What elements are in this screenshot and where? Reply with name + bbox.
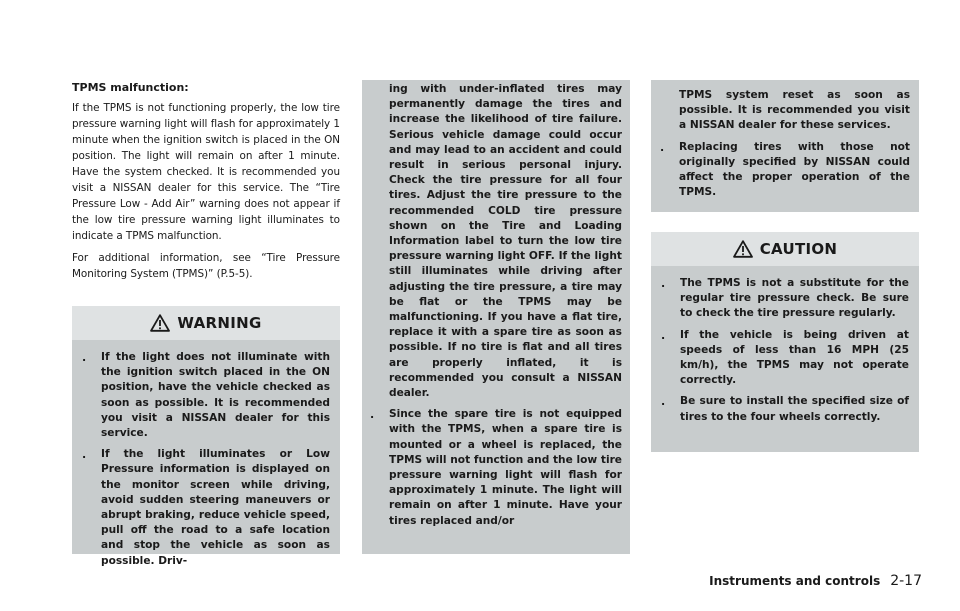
warning-continuation: [660, 88, 910, 134]
warning-label: WARNING: [177, 314, 262, 332]
page-number: 2-17: [890, 573, 922, 589]
bullet-marker: .: [82, 448, 87, 462]
caution-bullet-text: The TPMS is not a substitute for the regular tire pressure check. Be sure to check the tire pressure regularly.: [680, 277, 909, 320]
caution-bullet: [661, 328, 909, 389]
footer-section-title: Instruments and controls: [709, 574, 881, 588]
warning-bullet-text: If the light does not illuminate with the ignition switch placed in the ON position, have the vehicle checked as soon as possible. It is recommended you visit a NISSAN dealer for this service.: [101, 351, 330, 440]
bullet-marker: .: [661, 328, 666, 342]
caution-bullet: [661, 394, 909, 424]
warning-triangle-icon: [150, 314, 170, 332]
left-column: [72, 80, 340, 288]
caution-box: [651, 232, 919, 452]
bullet-marker: .: [661, 277, 666, 290]
malfunction-paragraph: If the TPMS is not functioning properly, the low tire pressure warning light will flash for approximately 1 minute when the ignition switch is placed in the ON position. The light will remain on after 1 minute. Have the system checked. It is recommended you visit a NISSAN dealer for this service. The “Tire Pressure Low - Add Air” warning does not appear if the low tire pressure warning light illuminates to indicate a TPMS malfunction.: [72, 102, 340, 242]
warning-continued-box-right: [651, 80, 919, 212]
caution-body: [651, 266, 919, 425]
additional-info-paragraph: For additional information, see “Tire Pressure Monitoring System (TPMS)” (P.5-5).: [72, 252, 340, 280]
caution-header: [651, 232, 919, 266]
caution-label: CAUTION: [759, 240, 838, 258]
page-footer: [664, 573, 922, 589]
warning-box: [72, 306, 340, 567]
reset-continuation-text: TPMS system reset as soon as possible. It is recommended you visit a NISSAN dealer for these services.: [679, 89, 910, 132]
caution-bullet: [661, 276, 909, 322]
caution-triangle-icon: [733, 240, 753, 258]
warning-bullet: [370, 407, 622, 529]
bullet-marker: .: [82, 351, 87, 364]
warning-body: [72, 340, 340, 569]
replacing-tires-bullet-text: Replacing tires with those not originally specified by NISSAN could affect the proper operation of the TPMS.: [679, 140, 910, 199]
spare-tire-bullet-text: Since the spare tire is not equipped with the TPMS, when a spare tire is mounted or a wheel is replaced, the TPMS will not function and the low tire pressure warning light will flash for approximately 1 minute. The light will remain on after 1 minute. Have your tires replaced and/or: [389, 408, 622, 527]
section-heading: TPMS malfunction:: [72, 81, 189, 94]
bullet-marker: .: [370, 408, 375, 422]
warning-bullet-text: If the light illuminates or Low Pressure information is displayed on the monitor screen while driving, avoid sudden steering maneuvers or abrupt braking, reduce vehicle speed, pull off the road to a safe location and stop the vehicle as soon as possible. Driv-: [101, 448, 330, 567]
warning-continuation-text: ing with under-inflated tires may permanently damage the tires and increase the likelihood of tire failure. Serious vehicle damage could occur and may lead to an accident and could result in serious personal injury. Check the tire pressure for all four tires. Adjust the tire pressure to the recommended COLD tire pressure shown on the Tire and Loading Information label to turn the low tire pressure warning light OFF. If the light still illuminates while driving after adjusting the tire pressure, a tire may be flat or the TPMS may be malfunctioning. If you have a flat tire, replace it with a spare tire as soon as possible. If no tire is flat and all tires are properly inflated, it is recommended you consult a NISSAN dealer.: [389, 83, 622, 400]
warning-bullet: [82, 350, 330, 441]
caution-bullet-text: If the vehicle is being driven at speeds of less than 16 MPH (25 km/h), the TPMS may not operate correctly.: [680, 328, 909, 387]
warning-bullet: [660, 140, 910, 201]
bullet-marker: .: [660, 140, 665, 154]
caution-bullet-text: Be sure to install the specified size of tires to the four wheels correctly.: [680, 395, 909, 423]
warning-bullet: [82, 447, 330, 569]
warning-continuation: [370, 82, 622, 401]
warning-header: [72, 306, 340, 340]
warning-continued-box: [362, 80, 630, 554]
bullet-marker: .: [661, 395, 666, 409]
